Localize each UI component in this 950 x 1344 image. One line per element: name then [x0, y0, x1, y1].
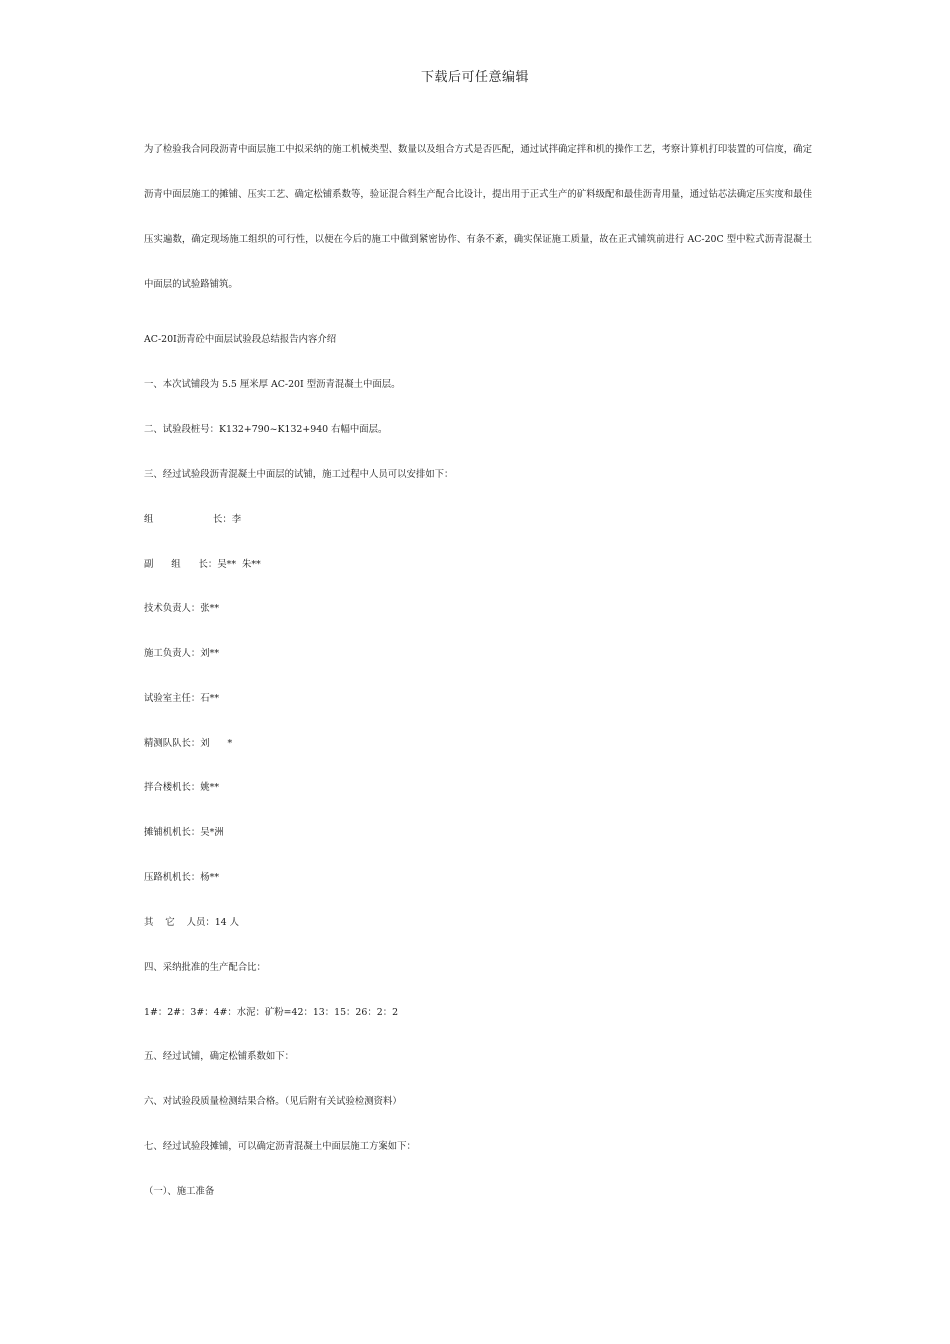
staff-leader: 组 长：李 — [144, 514, 242, 525]
item-6: 六、对试验段质量检测结果合格。（见后附有关试验检测资料） — [144, 1096, 402, 1107]
item-1: 一、本次试铺段为 5.5 厘米厚 AC-20Ⅰ 型沥青混凝土中面层。 — [144, 379, 401, 390]
item-7: 七、经过试验段摊铺，可以确定沥青混凝土中面层施工方案如下： — [144, 1141, 416, 1152]
staff-mixing-operator: 拌合楼机长：姚** — [144, 782, 220, 793]
staff-construction-lead: 施工负责人：刘** — [144, 648, 220, 659]
item-4: 四、采纳批准的生产配合比： — [144, 962, 266, 973]
staff-others: 其 它 人员：14 人 — [144, 917, 240, 928]
item-5: 五、经过试铺，确定松铺系数如下： — [144, 1051, 295, 1062]
item-2: 二、试验段桩号：K132+790~K132+940 右幅中面层。 — [144, 424, 388, 435]
page-header: 下载后可任意编辑 — [420, 70, 529, 85]
staff-deputy-leader: 副 组 长：吴** 朱** — [144, 559, 261, 570]
staff-technical-lead: 技术负责人：张** — [144, 603, 220, 614]
staff-roller-operator: 压路机机长：杨** — [144, 872, 220, 883]
section-title: AC-20Ⅰ沥青砼中面层试验段总结报告内容介绍 — [144, 334, 337, 345]
staff-survey-captain: 精测队队长：刘 * — [144, 738, 233, 749]
staff-lab-director: 试验室主任：石** — [144, 693, 220, 704]
subsection-preparation: （一）、施工准备 — [144, 1186, 215, 1197]
mix-ratio: 1#：2#：3#：4#：水泥：矿粉=42：13：15：26：2：2 — [144, 1007, 399, 1018]
item-3: 三、经过试验段沥青混凝土中面层的试铺，施工过程中人员可以安排如下： — [144, 469, 454, 480]
staff-paver-operator: 摊铺机机长：吴*洲 — [144, 827, 224, 838]
intro-paragraph: 为了检验我合同段沥青中面层施工中拟采纳的施工机械类型、数量以及组合方式是否匹配，通过试拌确定拌和机的操作工艺，考察计算机打印装置的可信度，确定沥青中面层施工的摊铺、压实工艺、确定松铺系数等，验证混合料生产配合比设计，提出用于正式生产的矿料级配和最佳沥青用量，通过钻芯法确定压实度和最佳压实遍数，确定现场施工组织的可行性，以便在今后的施工中做到紧密协作、有条不紊，确实保证施工质量，故在正式铺筑前进行 AC-20C 型中粒式沥青混凝土中面层的试验路铺筑。 — [144, 144, 812, 290]
